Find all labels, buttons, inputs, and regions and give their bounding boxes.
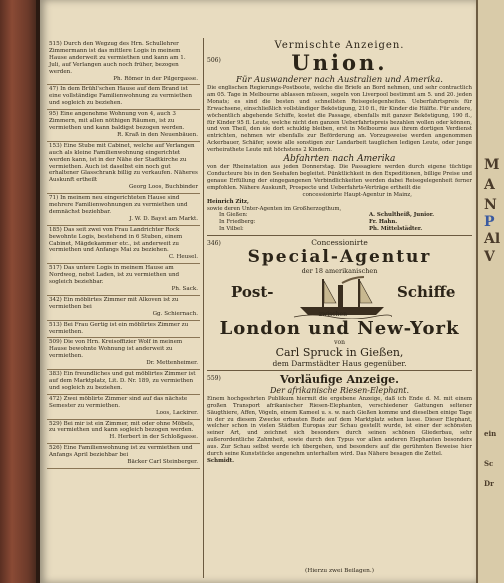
ad-signature: Ph. Römer in der Pilgergasse. xyxy=(113,75,198,82)
ad-text: Zwei möblirte Zimmer sind auf das nächste Semester zu vermiethen. xyxy=(49,395,188,409)
classified-ad xyxy=(47,420,200,445)
ad-number: 513) xyxy=(49,321,62,328)
agent-place: In Gießen: xyxy=(219,212,248,219)
union-ad xyxy=(207,51,472,233)
classified-ad xyxy=(47,226,200,265)
elephant-signature: Schmidt. xyxy=(207,457,234,464)
classified-ad xyxy=(47,142,200,194)
ad-number: 506) xyxy=(207,57,221,64)
ad-number: 526) xyxy=(49,445,62,452)
union-signature: Heinrich Zitz, xyxy=(207,198,249,205)
elephant-body: Einem hochgeehrten Publikum hiermit die ergebene Anzeige, daß ich Ende d. M. mit einem großen Transport afrikanischer Riesen-Elephanten, verschiedener Gattungen seltener Säugthiere, Affen, Vögeln, einem Kameel u. s. w. nach Gießen komme und dieselben einige Tage in der zu diesem Zwecke erbauten Bude auf dem Marktplatz sehen lasse. Dieser Elephant, welcher schon in vielen Städten Europas zur Schau gestellt wurde, ist einer der schönsten seiner Art, und zeichnet sich besonders durch seinen schönen Gliederbau, sehr außerordentliche Zahmheit, sowie durch den Typus vor allen anderen Elephanten besonders aus. Zur Schau selbst werde ich übergehen, und besonders auf die gerühmten Beweise hier durch seine Kunststücke angenehm unterhalten wird. Das Nähere besagen die Zettel. xyxy=(207,395,472,458)
classified-ad xyxy=(47,264,200,296)
agents-intro: sowie deren Unter-Agenten im Großherzogthum, xyxy=(207,205,342,212)
ad-number: 185) xyxy=(49,226,62,233)
classified-ad xyxy=(47,444,200,469)
ad-number: 515) xyxy=(49,41,62,47)
classified-ad xyxy=(47,296,200,321)
facing-page-edge xyxy=(476,0,504,583)
ad-signature: Gg. Schiernach. xyxy=(152,310,198,317)
union-body: Die englischen Regierungs-Postboote, welche die Briefe an Bord nehmen, und sehr contractlich am 05. Tage in Melbourne ablassen müssen, segeln von Liverpool bestimmt am 5. und 20. jeden Monats; es sind die besten und schnellsten Reisegelegenheiten. Ueberfahrtspreis für Erwachsene, einschließlich vollständiger Beköstigung, 210 fl., für Kinder die Hälfte. Für andere, wöchentlich abgehende Schiffe, kostet die Passage, ebenfalls mit ganzer Beköstigung, 190 fl., für Kinder 95 fl. Leute, welche nicht den ganzen Ueberfahrtspreis bezahlen wollen oder können, und von Theil, den sie dort schuldig bleiben, erst in Melbourne aus ihrem dortigen Verdienst entrichten, nehmen wir ebenfalls zur Beförderung an. Vorzugsweise werden angenommen Ackerbauer, Schäfer, sowie alle sonstigen zur Landarbeit tauglichen ledigen Leute, oder junge verheirathete Leute mit höchstens 2 Kindern. xyxy=(207,85,472,154)
book-binding xyxy=(0,0,40,583)
ad-signature: R. Kraß in den Neuenbäuen. xyxy=(117,131,198,138)
classified-ad xyxy=(47,395,200,420)
right-column xyxy=(207,40,472,580)
ad-text: Durch den Wegzug des Hrn. Schullehrer Zimmermann ist das mittlere Logis in meinem Hause anderweit zu vermiethen und kann am 1. Juli, auf Verlangen auch noch früher, bezogen werden. xyxy=(49,41,186,75)
classified-ad xyxy=(47,40,200,85)
elephant-ad xyxy=(207,373,472,465)
ad-text: In meinem neu eingerichteten Hause sind mehrere Familienwohnungen zu vermiethen und demnächst beziehbar. xyxy=(49,195,188,215)
edge-letter: ein xyxy=(484,429,497,438)
ad-text: Eine angenehme Wohnung von 4, auch 3 Zimmern, mit allen nöthigen Räumen, ist zu vermiethen und kann baldigst bezogen werden. xyxy=(49,111,185,131)
supplement-note: (Hierzu zwei Beilagen.) xyxy=(305,568,374,574)
classified-ad xyxy=(47,110,200,142)
ad-text: Das untere Logis in meinem Hause am Nordweg, nebst Laden, ist zu vermiethen und sogleich beziehbar. xyxy=(49,265,180,286)
ad-number: 95) xyxy=(49,111,59,118)
union-title: Union. xyxy=(291,50,388,75)
ad-text: Bei mir ist ein Zimmer, mit oder ohne Möbels, zu vermiethen und kann sogleich bezogen werden. xyxy=(49,420,195,434)
ad-number: 47) xyxy=(49,86,59,93)
ad-signature: Loos, Lackirer. xyxy=(155,409,198,416)
classified-ad xyxy=(47,321,200,339)
edge-letter: M xyxy=(484,157,500,173)
zwischen-label: zwischen xyxy=(319,310,347,318)
ad-number: 529) xyxy=(49,420,62,427)
classified-ad xyxy=(47,338,200,370)
left-column xyxy=(47,40,200,580)
agent-name: A. Schultheiß, Junior. xyxy=(369,212,434,219)
ad-text: Ein möblirtes Zimmer mit Alkoven ist zu vermiethen bei xyxy=(49,296,179,310)
ad-signature: Georg Loos, Buchbinder xyxy=(128,184,198,191)
ad-number: 383) xyxy=(49,371,62,378)
ad-signature: Dr. Mettenheimer. xyxy=(146,360,198,367)
classified-ad xyxy=(47,85,200,110)
ad-text: In dem Brühl'schen Hause auf dem Brand ist eine vollständige Familienwohnung zu vermiethen und sogleich zu beziehen. xyxy=(49,86,192,107)
ad-number: 509) xyxy=(49,339,62,346)
classified-ad xyxy=(47,194,200,226)
ad-number: 559) xyxy=(207,374,221,382)
spec-line-3: der 18 amerikanischen xyxy=(301,266,378,275)
union-sig-line: concessionirte Haupt-Agentur in Mainz, xyxy=(302,191,412,198)
edge-letter: Sc xyxy=(484,459,494,468)
post-label: Post- xyxy=(231,282,274,301)
agent-row xyxy=(207,219,472,226)
spec-address: dem Darmstädter Haus gegenüber. xyxy=(272,358,407,368)
ad-text: Eine Familienwohnung ist zu vermiethen und Anfangs April beziehbar bei xyxy=(49,445,193,459)
spec-von: von xyxy=(334,338,345,346)
edge-letter: Dr xyxy=(484,479,494,488)
agent-name: Ph. Mittelstädter. xyxy=(369,226,423,232)
special-agentur-ad xyxy=(207,238,472,368)
edge-letter: V xyxy=(484,249,495,265)
ad-signature: C. Heusel. xyxy=(168,254,198,261)
ad-signature: J. W. D. Bayst am Markt. xyxy=(129,215,198,222)
schiffe-label: Schiffe xyxy=(397,282,456,301)
agent-place: In Friedberg: xyxy=(219,219,256,226)
union-subheading: Abfahrten nach Amerika xyxy=(283,154,396,165)
agent-row xyxy=(207,212,472,219)
ad-text: Die von Hrn. Kreisoffizier Wolf in meinem Hause bewohnte Wohnung ist anderweit zu vermiethen. xyxy=(49,339,183,360)
classified-ad xyxy=(47,370,200,395)
edge-letter: N xyxy=(484,197,497,213)
spec-agent: Carl Spruck in Gießen, xyxy=(275,345,404,359)
ad-number: 342) xyxy=(49,296,62,303)
spec-route: London und New-York xyxy=(219,317,460,339)
ad-signature: H. Herbert in der Schloßgasse. xyxy=(109,434,198,441)
ad-text: Eine Stube mit Cabinet, welche auf Verlangen auch als kleine Familienwohnung eingerichtet werden kann, ist in der Nähe der Stadtkirche zu vermiethen. Auch ist daselbst ein noch gut erhaltener Glasschrank billig zu verkaufen. Näheres Auskunft ertheilt xyxy=(49,142,198,184)
ad-signature: Ph. Sack. xyxy=(171,286,198,292)
spec-title: Special-Agentur xyxy=(247,246,432,267)
column-rule xyxy=(203,38,204,578)
union-subtitle: Für Auswanderer nach Australien und Amerika. xyxy=(236,75,443,85)
spec-line-1: Concessionirte xyxy=(311,237,368,247)
agent-name: Fr. Hahn. xyxy=(369,219,398,226)
agent-place: In Vilbel: xyxy=(219,226,244,232)
ad-text: Bei Frau Gertig ist ein möblirtes Zimmer zu vermiethen. xyxy=(49,321,189,335)
section-title: Vermischte Anzeigen. xyxy=(274,40,405,51)
ad-number: 346) xyxy=(207,239,221,247)
edge-letter: Al xyxy=(484,231,501,247)
agent-row xyxy=(207,226,472,233)
edge-letter: A xyxy=(484,177,495,193)
ship-banner xyxy=(207,275,472,319)
ad-number: 517) xyxy=(49,265,62,272)
ad-number: 472) xyxy=(49,395,62,402)
edge-letter: P xyxy=(484,214,495,230)
elephant-title: Vorläufige Anzeige. xyxy=(280,372,399,386)
union-body-2: von der Rheinstation aus jeden Donnerstag. Die Passagiere werden durch eigene tüchtige Conducteure bis in den Seehafen begleitet. Pünktlichkeit in den Expeditionen, billige Preise und genaue Erfüllung der eingegangenen Verbindlichkeiten werden dabei Reisegelegenheit ferner empfohlen. Nähere Auskunft, Prospecte und Ueberfahrts-Verträge ertheilt die xyxy=(207,164,472,191)
ad-number: 71) xyxy=(49,195,59,202)
ad-text: Das seit zwei von Frau Landrichter Rock bewohnte Logis, bestehend in 6 Stuben, einem Cabinet, Mägdekammer etc., ist anderweit zu vermiethen und Anfangs Mai zu beziehen. xyxy=(49,226,183,254)
ad-text: Ein freundliches und gut möblirtes Zimmer ist auf dem Marktplatz, Lit. D. Nr. 189, zu vermiethen und sogleich zu beziehen. xyxy=(49,371,196,391)
ad-number: 153) xyxy=(49,142,62,149)
ad-signature: Bäcker Carl Steinberger. xyxy=(127,459,198,466)
elephant-subtitle: Der afrikanische Riesen-Elephant. xyxy=(269,385,410,395)
